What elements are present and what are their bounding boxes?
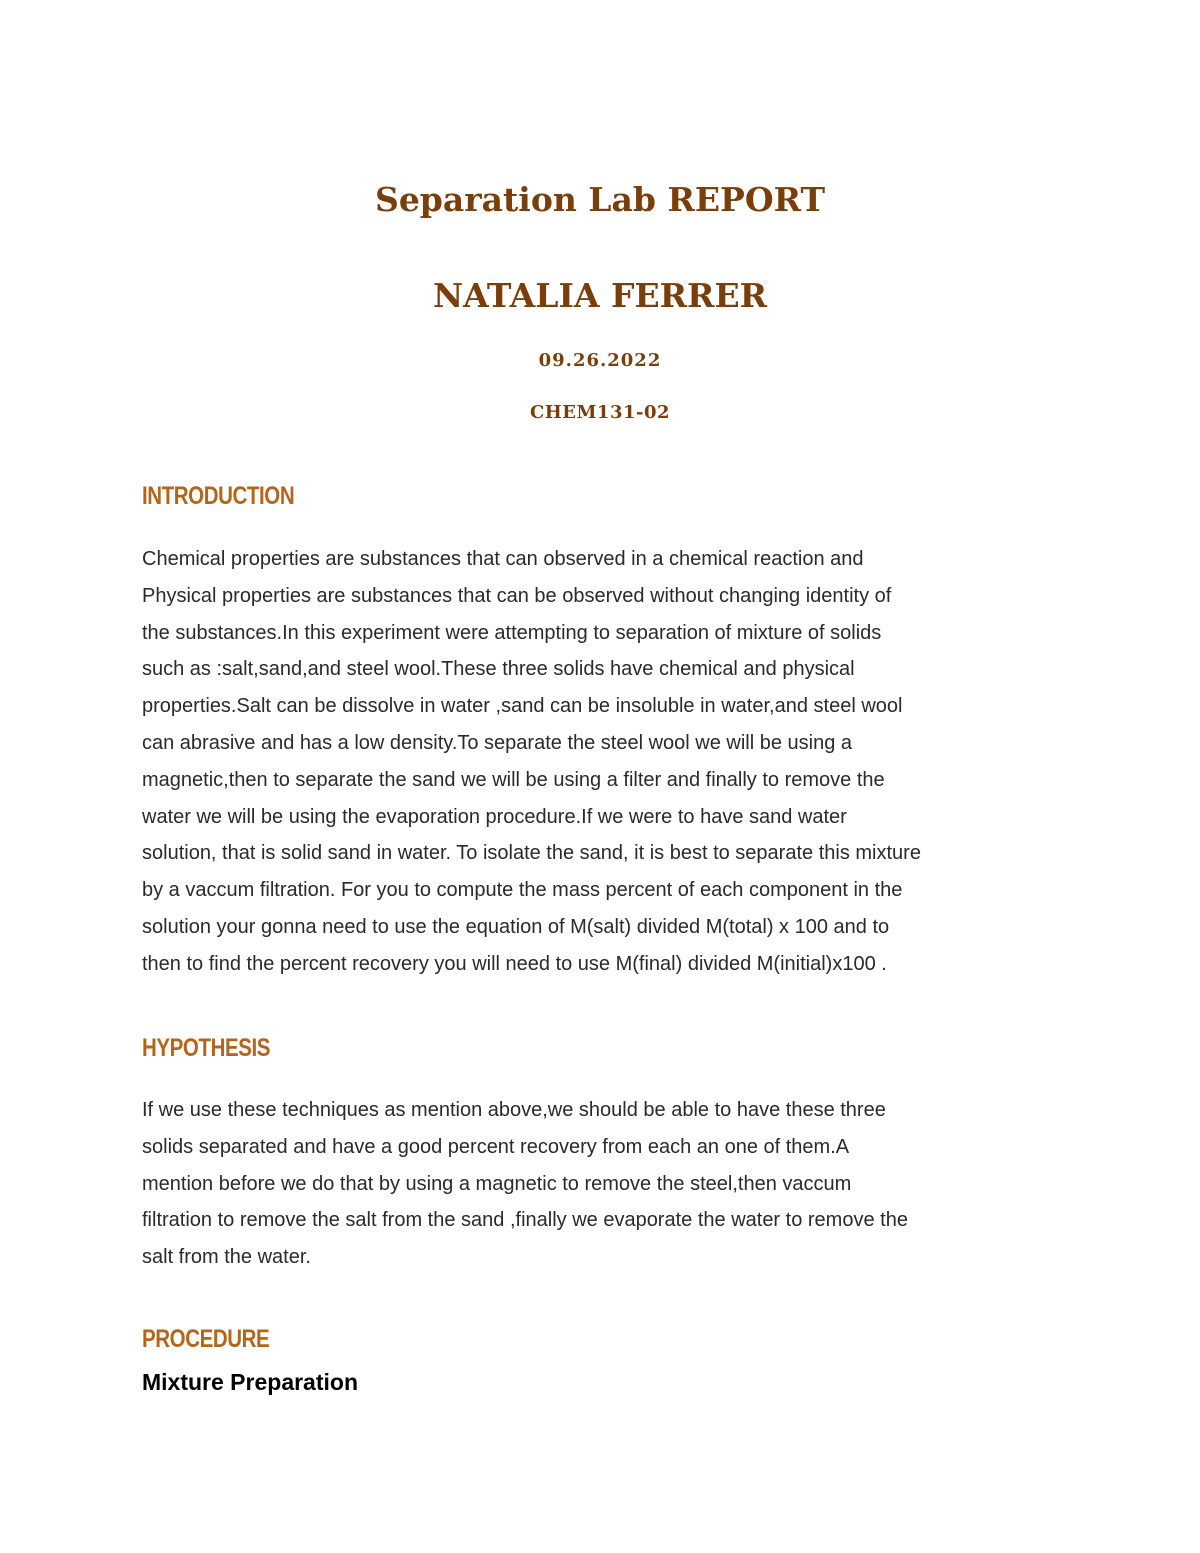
paragraph-line: by a vaccum filtration. For you to compute the mass percent of each component in the (142, 879, 903, 902)
mixture-preparation-subheading: Mixture Preparation (142, 1369, 358, 1395)
paragraph-line: Physical properties are substances that can be observed without changing identity of (142, 584, 892, 607)
introduction-paragraph (142, 541, 1072, 983)
paragraph-line: magnetic,then to separate the sand we will be using a filter and finally to remove the (142, 768, 885, 791)
paragraph-line: salt from the water. (142, 1246, 311, 1269)
report-date: 09.26.2022 (538, 350, 662, 371)
paragraph-line: solution, that is solid sand in water. To isolate the sand, it is best to separate this mixture (142, 842, 921, 865)
hypothesis-heading: HYPOTHESIS (142, 1034, 271, 1062)
paragraph-line: can abrasive and has a low density.To separate the steel wool we will be using a (142, 731, 853, 754)
procedure-heading: PROCEDURE (142, 1325, 270, 1353)
paragraph-line: solids separated and have a good percent recovery from each an one of them.A (142, 1135, 850, 1158)
paragraph-line: If we use these techniques as mention above,we should be able to have these three (142, 1099, 886, 1121)
hypothesis-paragraph (142, 1092, 1072, 1276)
paragraph-line: such as :salt,sand,and steel wool.These three solids have chemical and physical (142, 658, 855, 681)
paragraph-line: then to find the percent recovery you will need to use M(final) divided M(initial)x100 . (142, 952, 887, 975)
introduction-heading: INTRODUCTION (142, 482, 295, 510)
course-code: CHEM131-02 (529, 402, 671, 423)
paragraph-line: Chemical properties are substances that can observed in a chemical reaction and (142, 548, 864, 570)
paragraph-line: water we will be using the evaporation procedure.If we were to have sand water (142, 805, 847, 828)
paragraph-line: mention before we do that by using a magnetic to remove the steel,then vaccum (142, 1172, 852, 1195)
paragraph-line: properties.Salt can be dissolve in water ,sand can be insoluble in water,and steel wool (142, 695, 903, 718)
paragraph-line: filtration to remove the salt from the sand ,finally we evaporate the water to remove the (142, 1209, 908, 1232)
paragraph-line: solution your gonna need to use the equation of M(salt) divided M(total) x 100 and to (142, 915, 890, 938)
author-name: NATALIA FERRER (432, 276, 768, 315)
document-title: Separation Lab REPORT (374, 180, 825, 219)
paragraph-line: the substances.In this experiment were attempting to separation of mixture of solids (142, 621, 882, 644)
